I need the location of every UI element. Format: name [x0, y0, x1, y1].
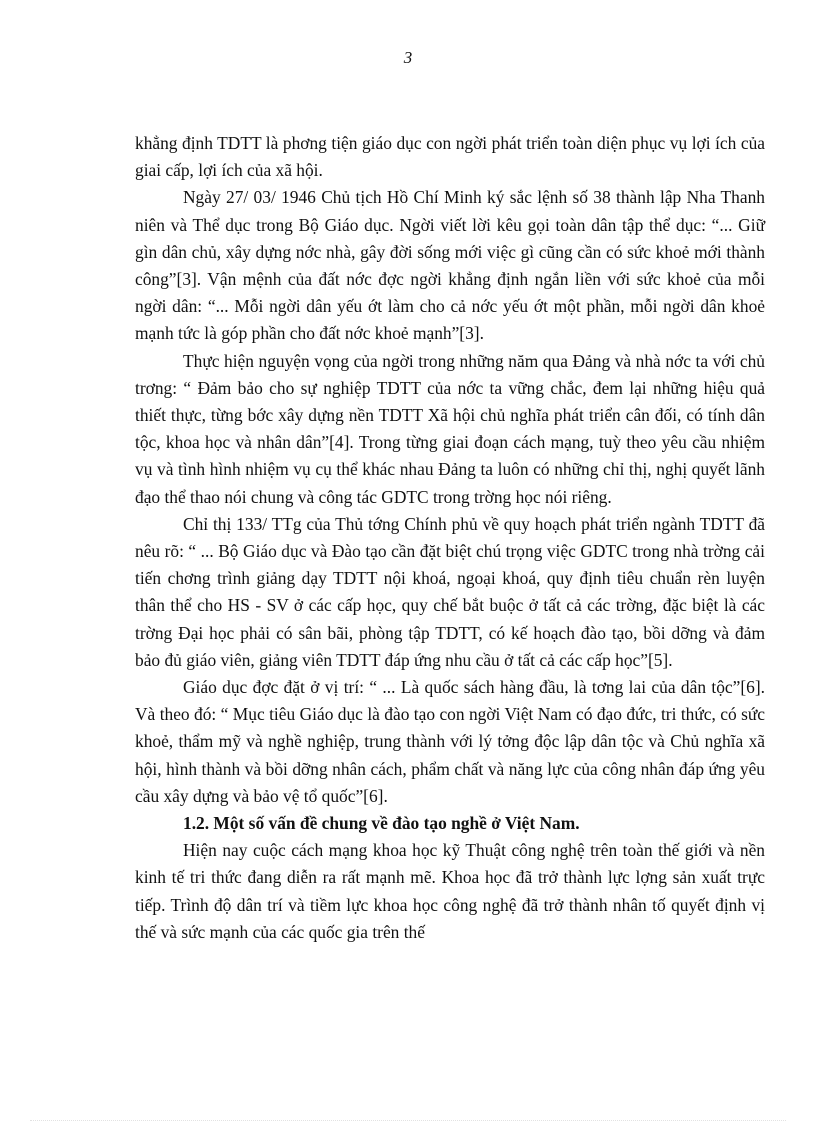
section-heading: 1.2. Một số vấn đề chung về đào tạo nghề ở Việt Nam.	[183, 813, 580, 834]
body-text	[135, 130, 765, 946]
section-paragraph: Hiện nay cuộc cách mạng khoa học kỹ Thuật công nghệ trên toàn thế giới và nền kinh tế tri thức đang diễn ra rất mạnh mẽ. Khoa học đã trở thành lực lợng sản xuất trực tiếp. Trình độ dân trí và tiềm lực khoa học công nghệ đã trở thành nhân tố quyết định vị thế và sức mạnh của các quốc gia trên thế	[135, 840, 765, 942]
paragraph-education-goal: Giáo dục đợc đặt ở vị trí: “ ... Là quốc sách hàng đầu, là tơng lai của dân tộc”[6]. Và theo đó: “ Mục tiêu Giáo dục là đào tạo con ngời Việt Nam có đạo đức, tri thức, có sức khoẻ, thẩm mỹ và nghề nghiệp, trung thành với lý tởng độc lập dân tộc và Chủ nghĩa xã hội, hình thành và bồi dỡng nhân cách, phẩm chất và năng lực của công nhân đáp ứng yêu cầu xây dựng và bảo vệ tổ quốc”[6].	[135, 677, 765, 806]
paragraph-continuation: khẳng định TDTT là phơng tiện giáo dục con ngời phát triển toàn diện phục vụ lợi ích của giai cấp, lợi ích của xã hội.	[135, 133, 765, 181]
paragraph-party-policy: Thực hiện nguyện vọng của ngời trong những năm qua Đảng và nhà nớc ta với chủ trơng: “ Đảm bảo cho sự nghiệp TDTT của nớc ta vững chắc, đem lại những hiệu quả thiết thực, từng bớc xây dựng nền TDTT Xã hội chủ nghĩa phát triển cân đối, có tính dân tộc, khoa học và nhân dân”[4]. Trong từng giai đoạn cách mạng, tuỳ theo yêu cầu nhiệm vụ và tình hình nhiệm vụ cụ thể khác nhau Đảng ta luôn có những chỉ thị, nghị quyết lãnh đạo thể thao nói chung và công tác GDTC trong trờng học nói riêng.	[135, 350, 765, 507]
paragraph-directive-133: Chỉ thị 133/ TTg của Thủ tớng Chính phủ về quy hoạch phát triển ngành TDTT đã nêu rõ: “ ... Bộ Giáo dục và Đào tạo cần đặt biệt chú trọng việc GDTC trong nhà trờng cải tiến chơng trình giảng dạy TDTT nội khoá, ngoại khoá, quy định tiêu chuẩn rèn luyện thân thể cho HS - SV ở các cấp học, quy chế bắt buộc ở tất cả các trờng, đặc biệt là các trờng Đại học phải có sân bãi, phòng tập TDTT, có kế hoạch đào tạo, bồi dỡng và đảm bảo đủ giáo viên, giảng viên TDTT đáp ứng nhu cầu ở tất cả các cấp học”[5].	[135, 513, 765, 670]
page-bottom-rule	[30, 1120, 786, 1121]
page-number: 3	[403, 48, 413, 67]
paragraph-decree-1946: Ngày 27/ 03/ 1946 Chủ tịch Hồ Chí Minh ký sắc lệnh số 38 thành lập Nha Thanh niên và Thể dục trong Bộ Giáo dục. Ngời viết lời kêu gọi toàn dân tập thể dục: “... Giữ gìn dân chủ, xây dựng nớc nhà, gây đời sống mới việc gì cũng cần có sức khoẻ mới thành công”[3]. Vận mệnh của đất nớc đợc ngời khẳng định ngắn liền với sức khoẻ của mỗi ngời dân: “... Mỗi ngời dân yếu ớt làm cho cả nớc yếu ớt một phần, mỗi ngời dân khoẻ mạnh tức là góp phần cho đất nớc khoẻ mạnh”[3].	[135, 187, 765, 344]
